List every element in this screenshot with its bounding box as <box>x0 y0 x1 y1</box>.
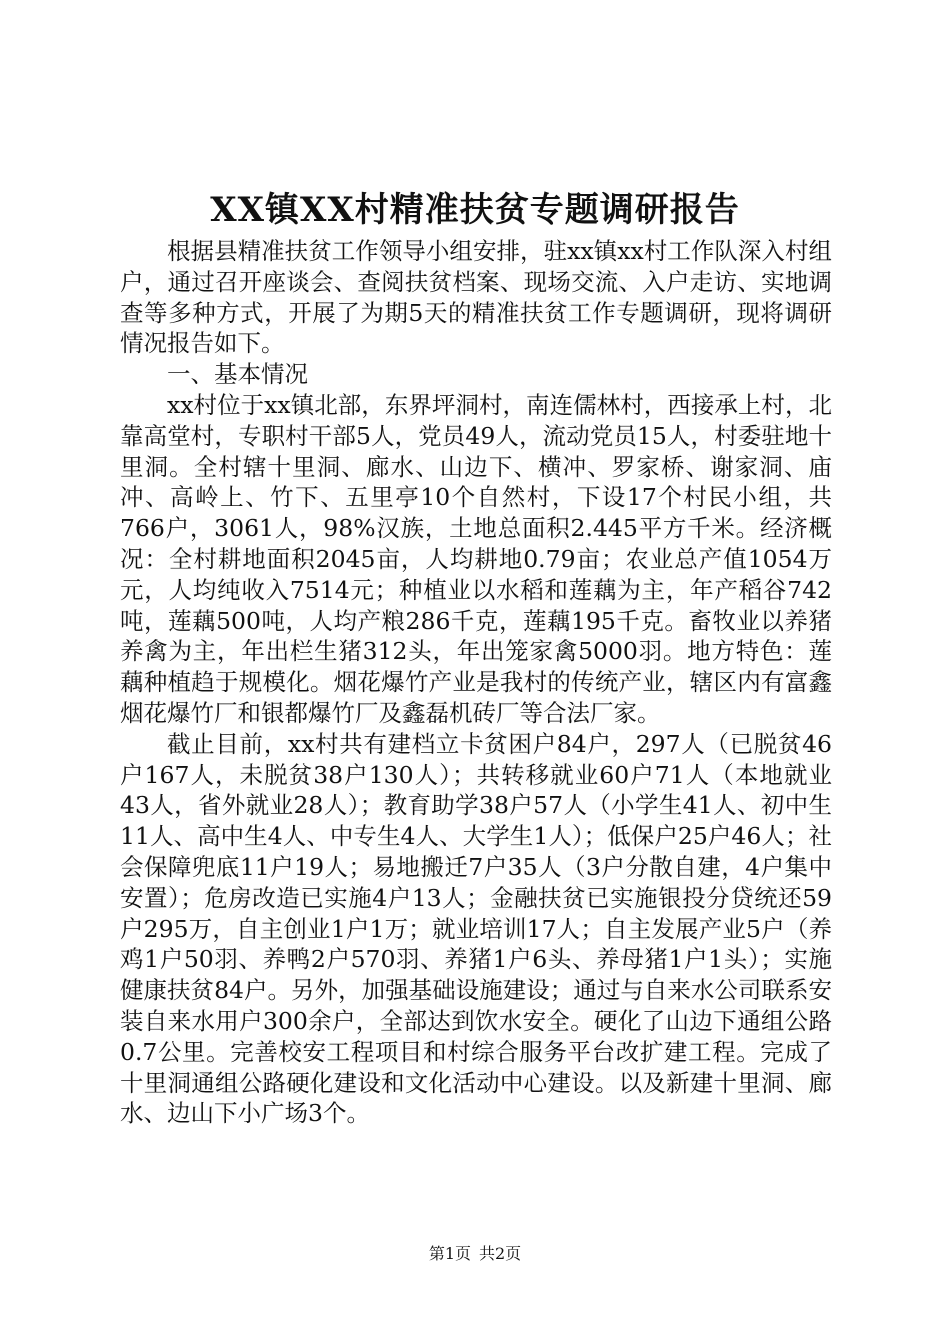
page-footer <box>0 1243 950 1265</box>
section-heading-basic-situation: 一、基本情况 <box>167 360 308 389</box>
paragraph-poverty-status: 截止目前，xx村共有建档立卡贫困户84户，297人（已脱贫46户167人，未脱贫38户130人）；共转移就业60户71人（本地就业43人，省外就业28人）；教育助学38户57人（小学生41人、初中生11人、高中生4人、中专生4人、大学生1人）；低保户25户46人；社会保障兜底11户19人；易地搬迁7户35人（3户分散自建，4户集中安置）；危房改造已实施4户13人；金融扶贫已实施银投分贷统还59户295万，自主创业1户1万；就业培训17人；自主发展产业5户（养鸡1户50羽、养鸭2户570羽、养猪1户6头、养母猪1户1头）；实施健康扶贫84户。另外，加强基础设施建设；通过与自来水公司联系安装自来水用户300余户，全部达到饮水安全。硬化了山边下通组公路0.7公里。完善校安工程项目和村综合服务平台改扩建工程。完成了十里洞通组公路硬化建设和文化活动中心建设。以及新建十里洞、廊水、边山下小广场3个。 <box>120 729 832 1128</box>
page-total: 共2页 <box>479 1244 522 1263</box>
document-body <box>120 236 832 1129</box>
paragraph-intro: 根据县精准扶贫工作领导小组安排，驻xx镇xx村工作队深入村组户，通过召开座谈会、查阅扶贫档案、现场交流、入户走访、实地调查等多种方式，开展了为期5天的精准扶贫工作专题调研，现将调研情况报告如下。 <box>120 237 832 358</box>
page-number: 第1页 <box>428 1244 471 1263</box>
paragraph-village-overview: xx村位于xx镇北部，东界坪洞村，南连儒林村，西接承上村，北靠高堂村，专职村干部5人，党员49人，流动党员15人，村委驻地十里洞。全村辖十里洞、廊水、山边下、横冲、罗家桥、谢家洞、庙冲、高岭上、竹下、五里亭10个自然村，下设17个村民小组，共766户，3061人，98%汉族，土地总面积2.445平方千米。经济概况：全村耕地面积2045亩，人均耕地0.79亩；农业总产值1054万元，人均纯收入7514元；种植业以水稻和莲藕为主，年产稻谷742吨，莲藕500吨，人均产粮286千克，莲藕195千克。畜牧业以养猪养禽为主，年出栏生猪312头，年出笼家禽5000羽。地方特色：莲藕种植趋于规模化。烟花爆竹产业是我村的传统产业，辖区内有富鑫烟花爆竹厂和银都爆竹厂及鑫磊机砖厂等合法厂家。 <box>120 390 832 727</box>
document-title: XX镇XX村精准扶贫专题调研报告 <box>210 190 740 230</box>
